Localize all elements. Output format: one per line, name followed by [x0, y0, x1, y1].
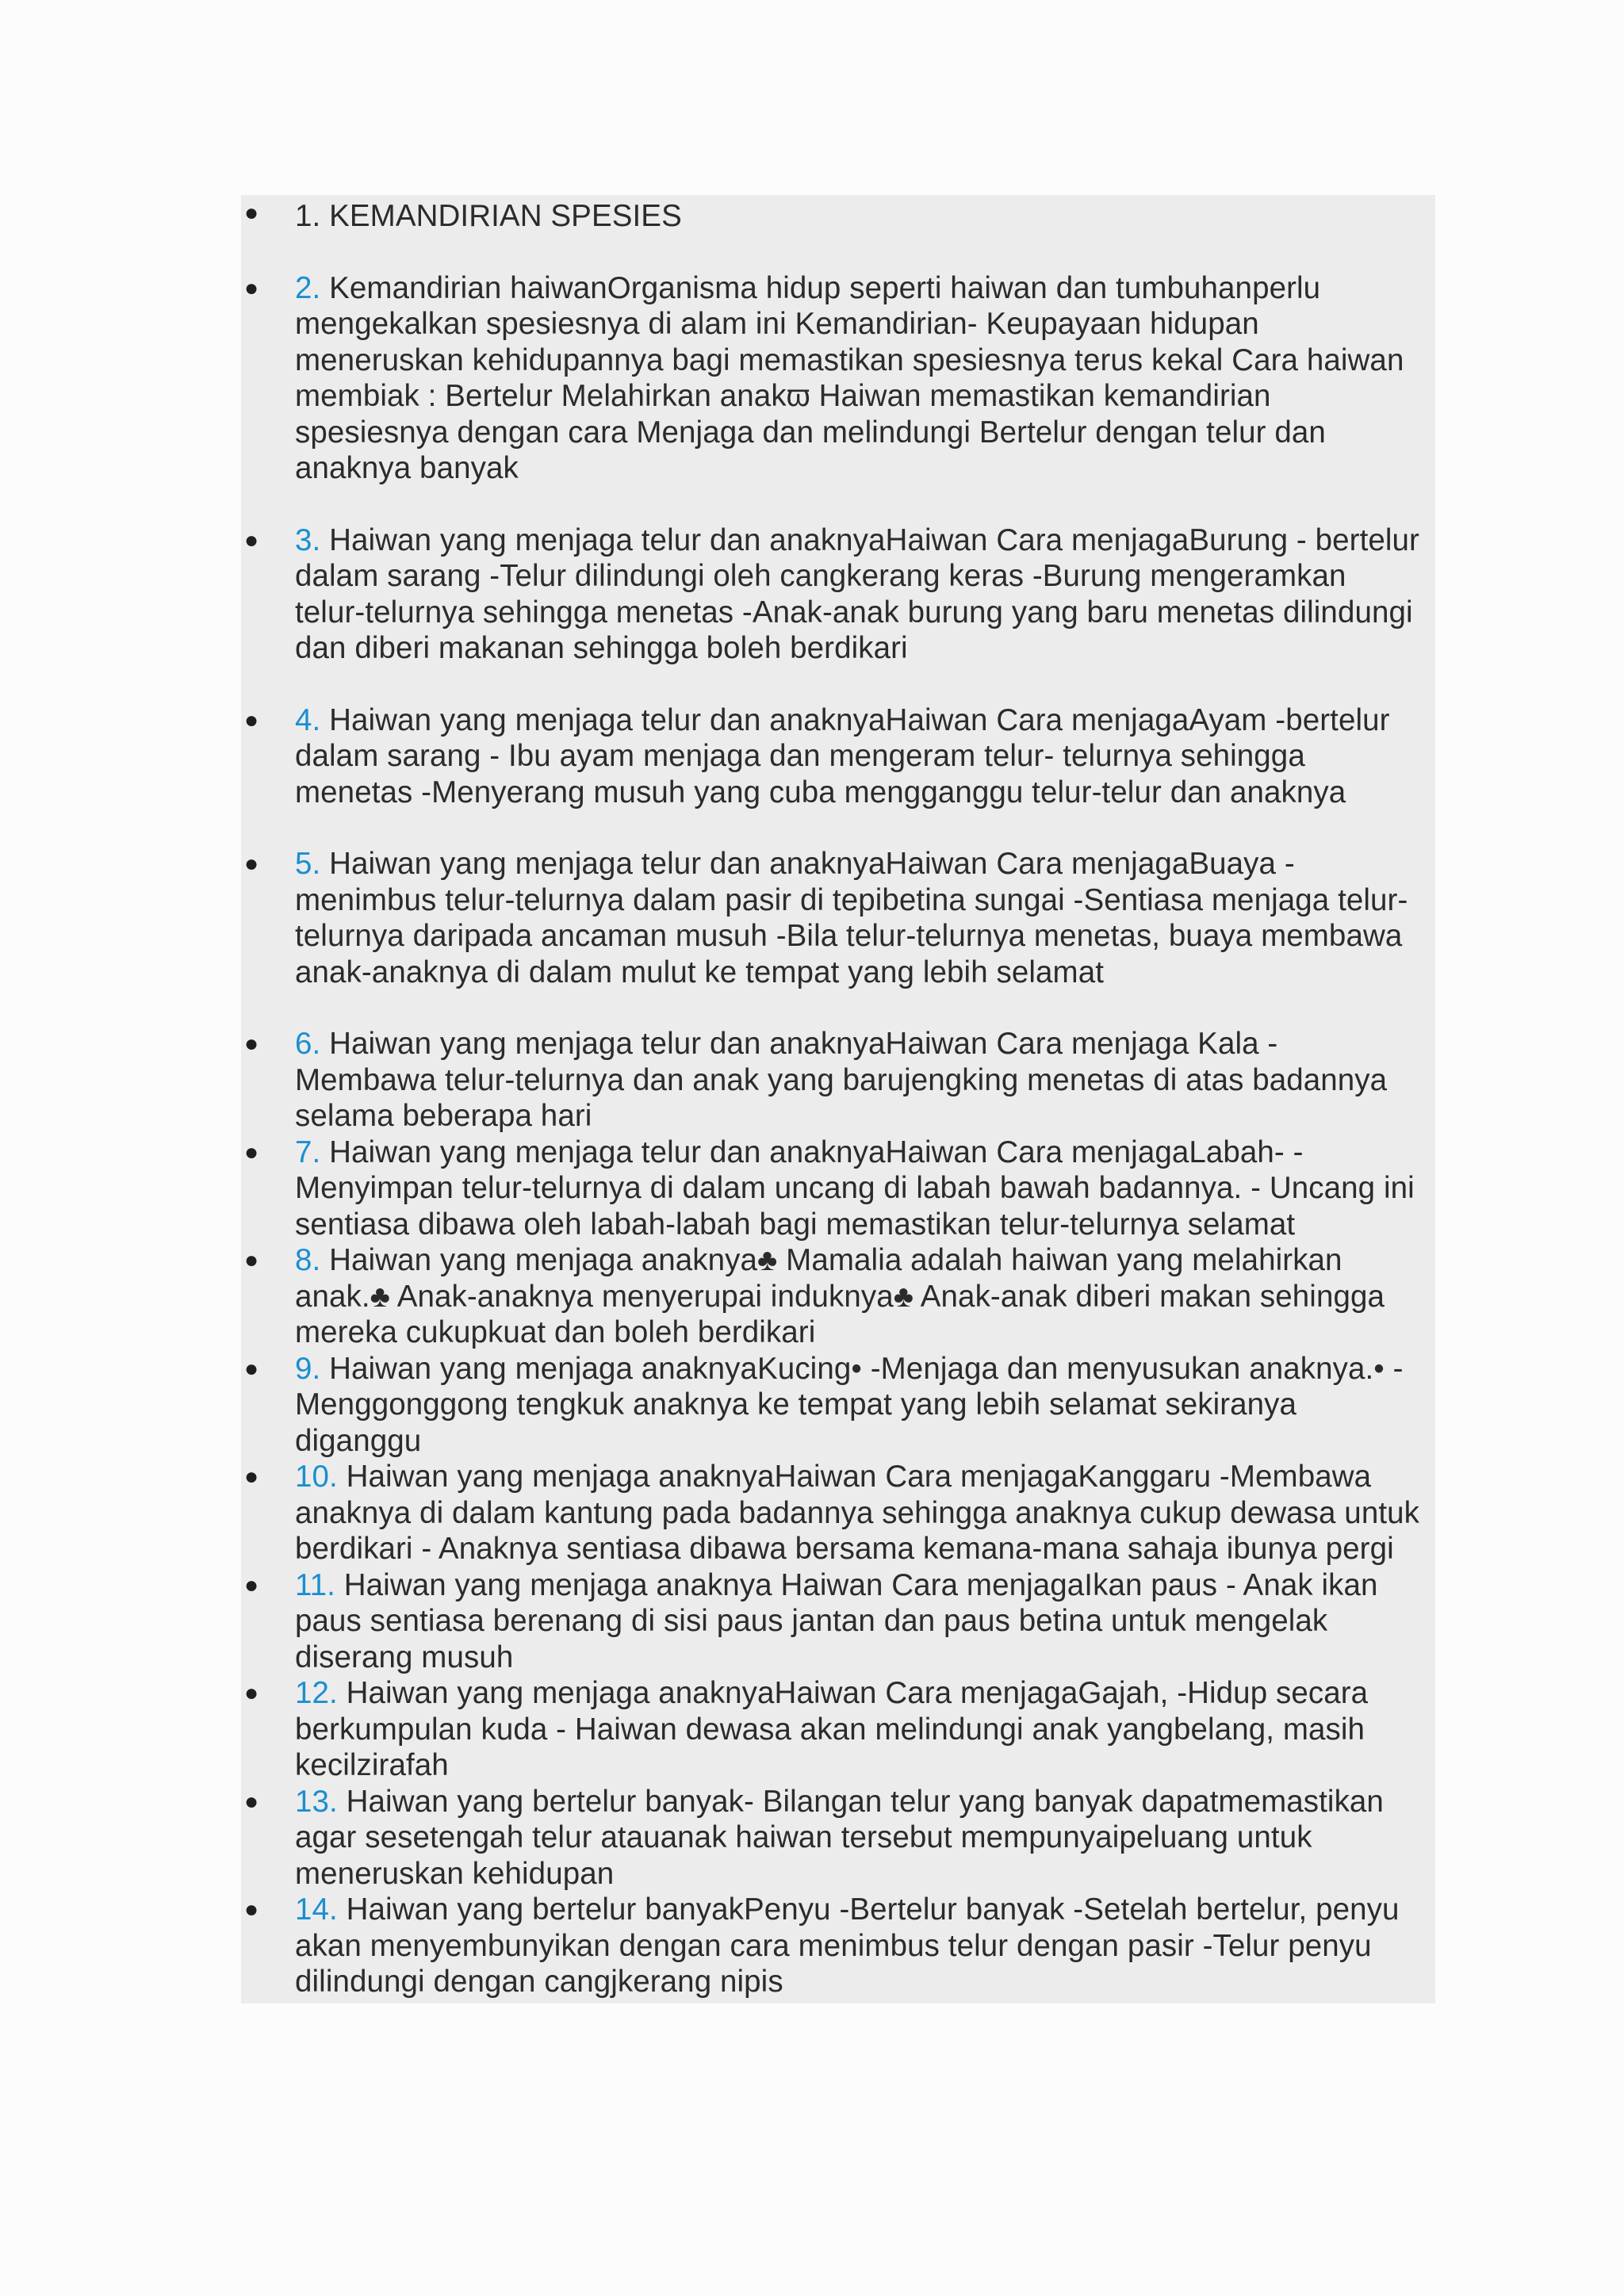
- list-item: [241, 1675, 1435, 1784]
- item-number: 8.: [295, 1243, 321, 1277]
- list-item: [241, 846, 1435, 990]
- list-item: [241, 1026, 1435, 1135]
- bullet-icon: ●: [244, 1788, 259, 1815]
- item-number: 2.: [295, 270, 321, 305]
- bullet-icon: ●: [244, 706, 259, 733]
- item-number: 3.: [295, 522, 321, 557]
- item-number: 10.: [295, 1460, 338, 1494]
- content-panel: [241, 195, 1435, 2003]
- item-text: Haiwan yang bertelur banyak- Bilangan telur yang banyak dapatmemastikan agar sesetengah telur atauanak haiwan tersebut mempunyaipeluang untuk meneruskan kehidupan: [295, 1784, 1384, 1891]
- item-text: 1. KEMANDIRIAN SPESIES: [295, 199, 682, 233]
- list-item: [241, 1892, 1435, 2003]
- item-number: 13.: [295, 1784, 338, 1819]
- item-text: Haiwan yang menjaga anaknyaHaiwan Cara menjagaGajah, -Hidup secara berkumpulan kuda - Haiwan dewasa akan melindungi anak yangbelang, masih kecilzirafah: [295, 1676, 1369, 1782]
- bullet-icon: ●: [244, 1138, 259, 1165]
- list-item: [241, 1459, 1435, 1567]
- list-item: [241, 1351, 1435, 1460]
- item-number: 6.: [295, 1027, 321, 1061]
- item-text: Kemandirian haiwanOrganisma hidup seperti haiwan dan tumbuhanperlu mengekalkan spesiesnya di alam ini Kemandirian- Keupayaan hidupan meneruskan kehidupannya bagi memastikan spesiesnya terus kekal Cara haiwan membiak : Bertelur Melahirkan anakϖ Haiwan memastikan kemandirian spesiesnya dengan cara Menjaga dan melindungi Bertelur dengan telur dan anaknya banyak: [295, 270, 1404, 485]
- item-number: 4.: [295, 702, 321, 737]
- item-text: Haiwan yang menjaga telur dan anaknyaHaiwan Cara menjaga Kala - Membawa telur-telurnya dan anak yang barujengking menetas di atas badannya selama beberapa hari: [295, 1027, 1388, 1133]
- bullet-icon: ●: [244, 274, 259, 301]
- item-number: 12.: [295, 1676, 338, 1710]
- list-item: [241, 1567, 1435, 1676]
- item-number: 7.: [295, 1135, 321, 1169]
- item-number: 5.: [295, 847, 321, 881]
- bullet-icon: ●: [244, 1571, 259, 1598]
- bullet-icon: ●: [244, 851, 259, 877]
- bullet-icon: ●: [244, 1355, 259, 1382]
- bullet-icon: ●: [244, 1031, 259, 1057]
- item-text: Haiwan yang bertelur banyakPenyu -Bertelur banyak -Setelah bertelur, penyu akan menyembunyikan dengan cara menimbus telur dengan pasir -Telur penyu dilindungi dengan cangjkerang nipis: [295, 1892, 1400, 1999]
- item-number: 9.: [295, 1351, 321, 1386]
- item-list: [241, 195, 1435, 2003]
- bullet-icon: ●: [244, 1680, 259, 1706]
- item-text: Haiwan yang menjaga telur dan anaknyaHaiwan Cara menjagaBurung - bertelur dalam sarang -Telur dilindungi oleh cangkerang keras -Burung mengeramkan telur-telurnya sehingga menetas -Anak-anak burung yang baru menetas dilindungi dan diberi makanan sehingga boleh berdikari: [295, 522, 1419, 665]
- bullet-icon: ●: [244, 1247, 259, 1273]
- list-item: [241, 270, 1435, 487]
- list-item: [241, 1784, 1435, 1892]
- bullet-icon: ●: [244, 1896, 259, 1923]
- item-text: Haiwan yang menjaga anaknya Haiwan Cara menjagaIkan paus - Anak ikan paus sentiasa berenang di sisi paus jantan dan paus betina untuk mengelak diserang musuh: [295, 1567, 1378, 1674]
- bullet-icon: ●: [244, 1464, 259, 1490]
- bullet-icon: ●: [244, 200, 259, 226]
- list-item: [241, 702, 1435, 811]
- list-item: [241, 522, 1435, 667]
- item-text: Haiwan yang menjaga anaknyaHaiwan Cara menjagaKanggaru -Membawa anaknya di dalam kantung pada badannya sehingga anaknya cukup dewasa untuk berdikari - Anaknya sentiasa dibawa bersama kemana-mana sahaja ibunya pergi: [295, 1460, 1419, 1566]
- list-item: [241, 1135, 1435, 1243]
- item-number: 11.: [295, 1567, 335, 1602]
- list-item: [241, 1242, 1435, 1351]
- bullet-icon: ●: [244, 526, 259, 553]
- item-text: Haiwan yang menjaga telur dan anaknyaHaiwan Cara menjagaBuaya - menimbus telur-telurnya dalam pasir di tepibetina sungai -Sentiasa menjaga telur-telurnya daripada ancaman musuh -Bila telur-telurnya menetas, buaya membawa anak-anaknya di dalam mulut ke tempat yang lebih selamat: [295, 847, 1408, 989]
- item-text: Haiwan yang menjaga telur dan anaknyaHaiwan Cara menjagaAyam -bertelur dalam sarang - Ibu ayam menjaga dan mengeram telur- telurnya sehingga menetas -Menyerang musuh yang cuba mengganggu telur-telur dan anaknya: [295, 702, 1390, 809]
- item-text: Haiwan yang menjaga telur dan anaknyaHaiwan Cara menjagaLabah- - Menyimpan telur-telurnya di dalam uncang di labah bawah badannya. - Uncang ini sentiasa dibawa oleh labah-labah bagi memastikan telur-telurnya selamat: [295, 1135, 1415, 1242]
- item-text: Haiwan yang menjaga anaknya♣ Mamalia adalah haiwan yang melahirkan anak.♣ Anak-anaknya menyerupai induknya♣ Anak-anak diberi makan sehingga mereka cukupkuat dan boleh berdikari: [295, 1243, 1385, 1349]
- item-number: 14.: [295, 1892, 338, 1927]
- item-text: Haiwan yang menjaga anaknyaKucing• -Menjaga dan menyusukan anaknya.• - Menggonggong tengkuk anaknya ke tempat yang lebih selamat sekiranya diganggu: [295, 1351, 1404, 1458]
- list-item: [241, 195, 1435, 235]
